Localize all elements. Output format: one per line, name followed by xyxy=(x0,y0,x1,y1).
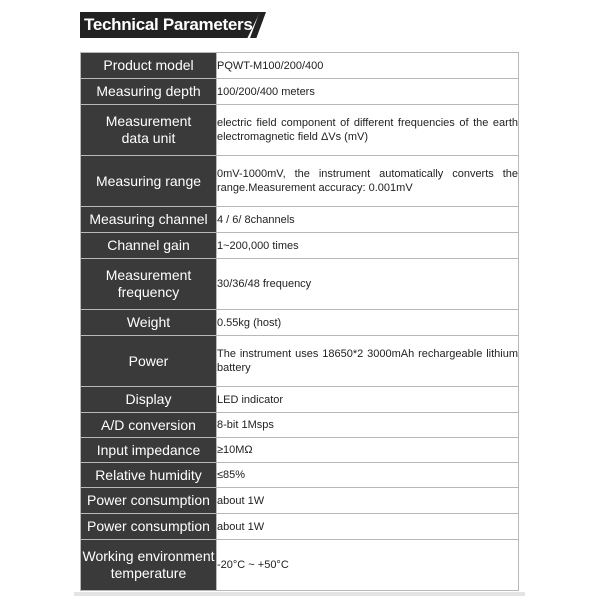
table-row xyxy=(81,387,519,413)
row-label: Input impedance xyxy=(81,438,217,463)
table-row xyxy=(81,438,519,463)
row-label: Measurement frequency xyxy=(81,259,217,310)
table-row xyxy=(81,233,519,259)
table-row xyxy=(81,156,519,207)
table-row xyxy=(81,463,519,488)
table-row xyxy=(81,540,519,591)
row-value: PQWT-M100/200/400 xyxy=(217,53,519,79)
row-value: 100/200/400 meters xyxy=(217,79,519,105)
row-value: 4 / 6/ 8channels xyxy=(217,207,519,233)
row-label: Power consumption xyxy=(81,514,217,540)
row-label: A/D conversion xyxy=(81,413,217,438)
row-label: Product model xyxy=(81,53,217,79)
row-label: Display xyxy=(81,387,217,413)
row-value: 1~200,000 times xyxy=(217,233,519,259)
row-value: -20°C ~ +50°C xyxy=(217,540,519,591)
row-value: 0.55kg (host) xyxy=(217,310,519,336)
row-label: Power consumption xyxy=(81,488,217,514)
table-row xyxy=(81,310,519,336)
row-value: The instrument uses 18650*2 3000mAh rechargeable lithium battery xyxy=(217,336,519,387)
row-value: LED indicator xyxy=(217,387,519,413)
section-header xyxy=(80,12,270,38)
table-row xyxy=(81,488,519,514)
row-label: Relative humidity xyxy=(81,463,217,488)
row-value: 30/36/48 frequency xyxy=(217,259,519,310)
table-row xyxy=(81,259,519,310)
row-label: Measuring depth xyxy=(81,79,217,105)
table-row xyxy=(81,53,519,79)
page-title: Technical Parameters xyxy=(84,15,253,34)
row-value: electric field component of different frequencies of the earth electromagnetic field ΔVs (mV) xyxy=(217,105,519,156)
table-row xyxy=(81,514,519,540)
row-label: Measuring range xyxy=(81,156,217,207)
table-row xyxy=(81,413,519,438)
row-label: Measuring channel xyxy=(81,207,217,233)
table-row xyxy=(81,336,519,387)
row-label: Working environment temperature xyxy=(81,540,217,591)
row-label: Measurement data unit xyxy=(81,105,217,156)
row-value: 8-bit 1Msps xyxy=(217,413,519,438)
row-label: Weight xyxy=(81,310,217,336)
parameters-table xyxy=(80,52,519,591)
table-row xyxy=(81,79,519,105)
table-row xyxy=(81,207,519,233)
footer-divider xyxy=(74,592,525,596)
row-value: ≤85% xyxy=(217,463,519,488)
row-value: ≥10MΩ xyxy=(217,438,519,463)
row-value: 0mV-1000mV, the instrument automatically converts the range.Measurement accuracy: 0.001mV xyxy=(217,156,519,207)
row-label: Channel gain xyxy=(81,233,217,259)
row-label: Power xyxy=(81,336,217,387)
row-value: about 1W xyxy=(217,488,519,514)
table-row xyxy=(81,105,519,156)
row-value: about 1W xyxy=(217,514,519,540)
